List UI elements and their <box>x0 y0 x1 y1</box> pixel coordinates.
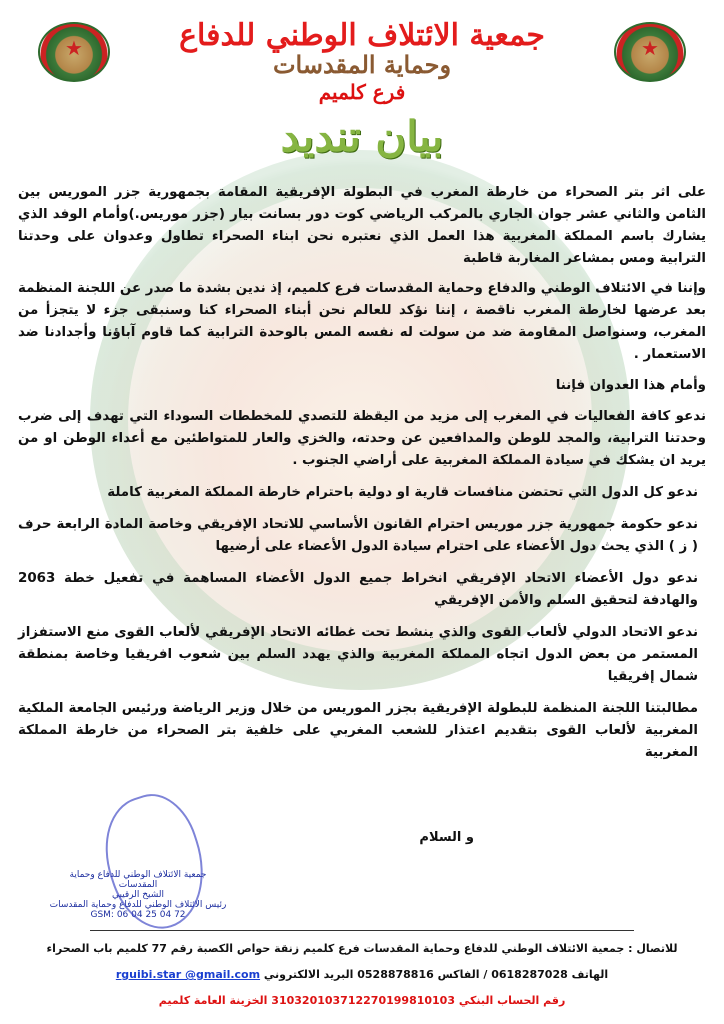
header-line-1: جمعية الائتلاف الوطني للدفاع <box>179 18 545 53</box>
header-line-2: وحماية المقدسات <box>272 50 452 79</box>
phone-number: 0618287028 <box>491 968 568 981</box>
association-logo-right <box>614 22 686 82</box>
stamp-line-1: جمعية الائتلاف الوطني للدفاع وحماية <box>69 870 207 880</box>
stamp-phone: GSM: 06 04 25 04 72 <box>90 910 186 920</box>
header-line-3: فرع كلميم <box>318 80 406 104</box>
star-icon: ★ <box>65 36 83 60</box>
demand-item: ندعو الاتحاد الدولي لألعاب القوى والذي ينشط تحت غطائه الاتحاد الإفريقي لألعاب القوى منع الاستفزاز المستمر من بعض الدول اتجاه المملكة المغربية والذي يهدد السلم بين شعوب افريقيا وخاصة بمنطقة شمال إفريقيا <box>18 625 698 684</box>
footer-divider <box>90 930 634 931</box>
paragraph: ندعو كافة الفعاليات في المغرب إلى مزيد من اليقظة للتصدي للمخططات السوداء التي تهدف إلى ضرب وحدتنا الترابية، والمجد للوطن والمدافعين عن وحدته، والخزي والعار للمتواطئين مع أعداء الوطن او من يريد ان يشكك في سيادة المملكة المغربية على أراضي الجنوب . <box>18 409 706 468</box>
footer-phones: الهاتف 0618287028 / الفاكس 0528878816 البريد الالكتروني rguibi.star @gmail.com <box>115 968 609 981</box>
footer-bank <box>30 994 694 1007</box>
footer-contact: للاتصال : جمعية الائتلاف الوطني للدفاع وحماية المقدسات فرع كلميم زنقة حواص الكصبة رقم 77 كلميم باب الصحراء <box>46 942 678 955</box>
demand-item: مطالبتنا اللجنة المنظمة للبطولة الإفريقية بجزر الموريس من خلال وزير الرياضة ورئيس الجامعة الملكية المغربية لألعاب القوى بتقديم اعتذار للشعب المغربي على خلفية بتر الصحراء من خارطة المملكة المغربية <box>18 701 698 760</box>
demand-item: ندعو كل الدول التي تحتضن منافسات قارية او دولية باحترام خارطة المملكة المغربية كاملة <box>107 485 698 500</box>
email-label: البريد الالكتروني <box>263 968 354 981</box>
stamp-line-2: المقدسات <box>118 880 158 890</box>
association-logo-left <box>38 22 110 82</box>
demand-item: ندعو حكومة جمهورية جزر موريس احترام القانون الأساسي للاتحاد الإفريقي وخاصة المادة الرابعة حرف ( ز ) الذي يحث دول الأعضاء على احترام سيادة الدول الأعضاء على أرضيها <box>18 517 698 554</box>
fax-number: 0528878816 <box>357 968 434 981</box>
email-link[interactable]: rguibi.star @gmail.com <box>115 968 261 981</box>
bank-name: الخزينة العامة كلميم <box>158 994 268 1007</box>
statement-body <box>18 182 706 774</box>
star-icon: ★ <box>641 36 659 60</box>
signer-role: رئيس الائتلاف الوطني للدفاع وحماية المقدسات <box>49 900 227 910</box>
closing-salutation: و السلام <box>419 830 474 845</box>
paragraph: على اثر بتر الصحراء من خارطة المغرب في البطولة الإفريقية المقامة بجمهورية جزر الموريس بين الثامن والثاني عشر جوان الجاري بالمركب الرياضي كوت دور بسانت بيار (جزر موريس.)وأمام الوفد الذي يشارك باسم المملكة المغربية هذا العمل الذي نعتبره نحن ابناء الصحراء تطاول وعدوان على وحدتنا الترابية ومس بمشاعر المغاربة قاطبة <box>18 185 706 266</box>
paragraph: وإننا في الائتلاف الوطني والدفاع وحماية المقدسات فرع كلميم، إذ ندين بشدة ما صدر عن اللجنة المنظمة بعد عرضها لخارطة المغرب ناقصة ، إننا نؤكد للعالم نحن أبناء الصحراء كنا وسنبقى جزء لا يتجزأ من المغرب، وسنواصل المقاومة ضد من سولت له نفسه المس بالوحدة الترابية كما قاوم آباؤنا وأجدادنا ضد الاستعمار . <box>18 281 706 362</box>
phone-label: الهاتف <box>571 968 609 981</box>
account-label: رقم الحساب البنكي <box>458 994 566 1007</box>
demand-item: ندعو دول الأعضاء الاتحاد الإفريقي انخراط جميع الدول الأعضاء المساهمة في تفعيل خطة 2063 والهادفة لتحقيق السلم والأمن الإفريقي <box>18 571 698 608</box>
signer-name: الشيخ الرقيبي <box>111 890 165 900</box>
paragraph: وأمام هذا العدوان فإننا <box>555 378 706 393</box>
document-title: بيان تنديد <box>280 112 444 161</box>
signature-stamp <box>38 870 238 920</box>
account-number: 310320103712270199810103 <box>271 994 455 1007</box>
fax-label: الفاكس <box>437 968 480 981</box>
